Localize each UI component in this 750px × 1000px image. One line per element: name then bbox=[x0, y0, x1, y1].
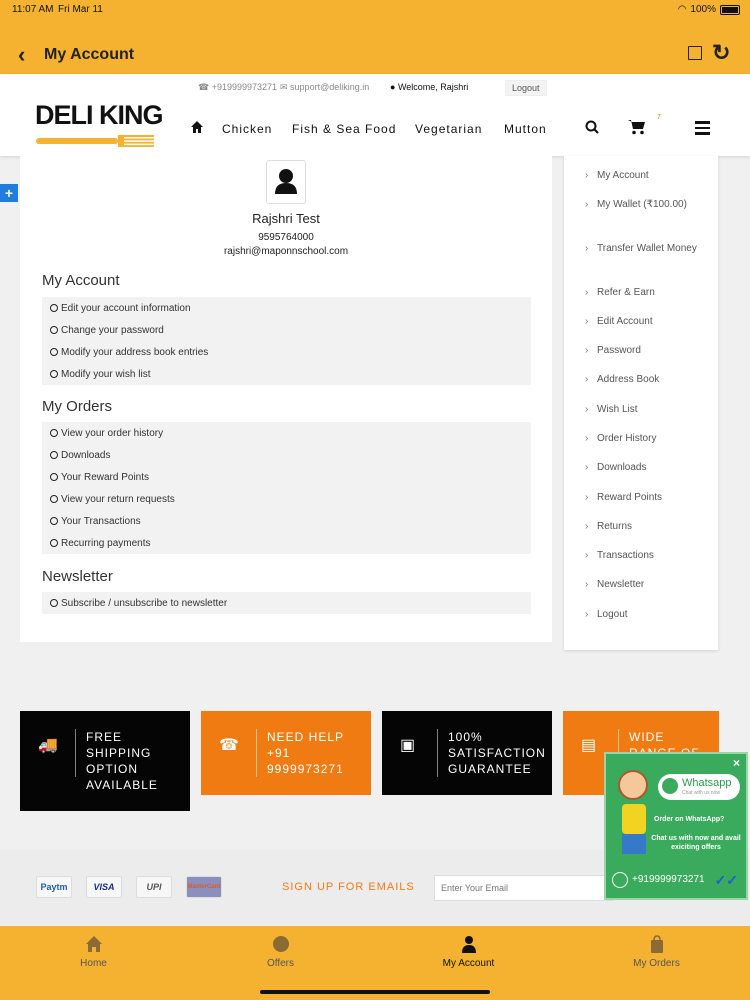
app-bar bbox=[0, 20, 750, 74]
signup-emails-label: SIGN UP FOR EMAILS bbox=[282, 881, 415, 893]
newsletter-links bbox=[42, 592, 531, 614]
profile-email: rajshri@maponnschool.com bbox=[223, 246, 349, 257]
double-check-icon: ✓✓ bbox=[714, 872, 738, 888]
status-bar bbox=[0, 0, 750, 20]
account-sidebar bbox=[564, 156, 718, 650]
whatsapp-offer-text: Chat us with now and avail exiciting offers bbox=[651, 835, 741, 851]
tab-my-account[interactable]: My Account bbox=[375, 926, 562, 986]
visa-logo: VISA bbox=[86, 876, 122, 898]
nav-mutton[interactable]: Mutton bbox=[504, 122, 547, 136]
my-account-links bbox=[42, 297, 531, 385]
app-bar-title: My Account bbox=[44, 46, 135, 63]
feature-free-shipping: 🚚 FREE SHIPPING OPTION AVAILABLE bbox=[20, 711, 190, 811]
header-welcome: ● Welcome, Rajshri bbox=[390, 82, 469, 92]
search-icon[interactable] bbox=[585, 120, 599, 134]
chevron-right-icon: › bbox=[585, 199, 589, 210]
circle-icon bbox=[50, 429, 58, 437]
site-logo[interactable]: DELI KING bbox=[35, 100, 163, 130]
my-orders-links bbox=[42, 422, 531, 554]
sidebar-item-edit-account[interactable]: › Edit Account bbox=[585, 316, 653, 327]
battery-icon bbox=[720, 5, 740, 15]
site-header bbox=[0, 74, 750, 156]
chevron-right-icon: › bbox=[585, 316, 589, 327]
sidebar-item-refer-earn[interactable]: › Refer & Earn bbox=[585, 287, 655, 298]
nav-chicken[interactable]: Chicken bbox=[222, 122, 273, 136]
link-subscribe-newsletter[interactable]: Subscribe / unsubscribe to newsletter bbox=[42, 592, 531, 614]
cart-count-badge: 7 bbox=[657, 114, 661, 121]
chevron-right-icon: › bbox=[585, 374, 589, 385]
link-reward-points[interactable]: Your Reward Points bbox=[42, 466, 531, 488]
account-main-panel bbox=[20, 156, 552, 642]
chevron-right-icon: › bbox=[585, 433, 589, 444]
status-right bbox=[678, 4, 740, 15]
chevron-right-icon: › bbox=[585, 492, 589, 503]
sidebar-item-my-wallet[interactable]: › My Wallet (₹100.00) bbox=[585, 199, 687, 210]
link-return-requests[interactable]: View your return requests bbox=[42, 488, 531, 510]
circle-icon bbox=[50, 599, 58, 607]
user-icon bbox=[267, 161, 305, 203]
cart-icon[interactable] bbox=[628, 119, 646, 135]
tab-home[interactable]: Home bbox=[0, 926, 187, 986]
user-icon bbox=[459, 934, 479, 954]
sidebar-item-transactions[interactable]: › Transactions bbox=[585, 550, 654, 561]
chevron-right-icon: › bbox=[585, 287, 589, 298]
hamburger-menu-icon[interactable] bbox=[695, 121, 710, 138]
link-edit-account-info[interactable]: Edit your account information bbox=[42, 297, 531, 319]
circle-icon bbox=[50, 539, 58, 547]
whatsapp-popup[interactable] bbox=[604, 752, 748, 900]
sidebar-item-newsletter[interactable]: › Newsletter bbox=[585, 579, 645, 590]
section-title-newsletter: Newsletter bbox=[42, 568, 113, 585]
circle-icon bbox=[50, 517, 58, 525]
close-icon[interactable]: × bbox=[732, 756, 740, 770]
feature-need-help: ☎ NEED HELP +91 9999973271 bbox=[201, 711, 371, 795]
chevron-right-icon: › bbox=[585, 521, 589, 532]
sidebar-item-transfer-wallet[interactable]: › Transfer Wallet Money bbox=[585, 243, 697, 254]
sidebar-item-reward-points[interactable]: › Reward Points bbox=[585, 492, 663, 503]
sidebar-item-wish-list[interactable]: › Wish List bbox=[585, 404, 638, 415]
chevron-right-icon: › bbox=[585, 345, 589, 356]
whatsapp-number[interactable]: +919999973271 bbox=[632, 874, 705, 885]
tab-my-orders[interactable]: My Orders bbox=[563, 926, 750, 986]
offer-badge-icon bbox=[271, 934, 291, 954]
chevron-right-icon: › bbox=[585, 462, 589, 473]
sidebar-item-logout[interactable]: › Logout bbox=[585, 609, 628, 620]
sidebar-item-address-book[interactable]: › Address Book bbox=[585, 374, 660, 385]
chevron-right-icon: › bbox=[585, 170, 589, 181]
circle-icon bbox=[50, 451, 58, 459]
chevron-right-icon: › bbox=[585, 579, 589, 590]
expand-plus-button[interactable]: + bbox=[0, 184, 18, 202]
refresh-icon[interactable]: ↻ bbox=[712, 40, 731, 65]
link-change-password[interactable]: Change your password bbox=[42, 319, 531, 341]
nav-vegetarian[interactable]: Vegetarian bbox=[415, 122, 483, 136]
home-icon[interactable] bbox=[190, 120, 204, 134]
sidebar-item-returns[interactable]: › Returns bbox=[585, 521, 633, 532]
chevron-right-icon: › bbox=[585, 550, 589, 561]
whatsapp-order-text: Order on WhatsApp? bbox=[654, 816, 725, 823]
truck-icon: 🚚 bbox=[38, 737, 58, 754]
mastercard-logo: MasterCard bbox=[186, 876, 222, 898]
sidebar-item-password[interactable]: › Password bbox=[585, 345, 641, 356]
upi-logo: UPI bbox=[136, 876, 172, 898]
whatsapp-icon bbox=[662, 778, 678, 794]
sidebar-item-downloads[interactable]: › Downloads bbox=[585, 462, 647, 473]
link-transactions[interactable]: Your Transactions bbox=[42, 510, 531, 532]
circle-icon bbox=[50, 304, 58, 312]
status-time: 11:07 AM bbox=[12, 4, 54, 15]
battery-label: 100% bbox=[690, 4, 716, 15]
home-icon bbox=[84, 934, 104, 954]
email-signup-input[interactable] bbox=[434, 875, 614, 901]
feature-wide-range: ▤ WIDE bbox=[563, 711, 719, 795]
header-phone[interactable]: ☎ +919999973271 bbox=[198, 82, 278, 92]
circle-icon bbox=[50, 370, 58, 378]
nav-fish-sea-food[interactable]: Fish & Sea Food bbox=[292, 122, 397, 136]
circle-icon bbox=[50, 326, 58, 334]
whatsapp-icon bbox=[612, 872, 628, 888]
chevron-right-icon: › bbox=[585, 609, 589, 620]
back-arrow-icon[interactable]: ‹ bbox=[18, 42, 26, 67]
feature-satisfaction: ▣ 100% SATISFACTION GUARANTEE bbox=[382, 711, 552, 795]
link-downloads[interactable]: Downloads bbox=[42, 444, 531, 466]
paytm-logo: Paytm bbox=[36, 876, 72, 898]
circle-icon bbox=[50, 348, 58, 356]
cartoon-boy-illustration bbox=[614, 766, 650, 858]
link-wish-list[interactable]: Modify your wish list bbox=[42, 363, 531, 385]
avatar bbox=[266, 160, 306, 204]
money-icon: ▣ bbox=[400, 737, 416, 754]
wifi-icon: ◠ bbox=[677, 4, 687, 15]
chevron-right-icon: › bbox=[585, 243, 589, 254]
profile-phone: 9595764000 bbox=[258, 232, 314, 243]
section-title-my-account: My Account bbox=[42, 272, 120, 289]
home-indicator bbox=[260, 990, 490, 994]
link-order-history[interactable]: View your order history bbox=[42, 422, 531, 444]
link-address-book[interactable]: Modify your address book entries bbox=[42, 341, 531, 363]
profile-name: Rajshri Test bbox=[252, 211, 320, 226]
status-date: Fri Mar 11 bbox=[58, 4, 103, 15]
chevron-right-icon: › bbox=[585, 404, 589, 415]
link-recurring-payments[interactable]: Recurring payments bbox=[42, 532, 531, 554]
header-logout-button[interactable]: Logout bbox=[505, 80, 547, 96]
section-title-my-orders: My Orders bbox=[42, 398, 113, 415]
briefcase-icon: ▤ bbox=[581, 737, 597, 754]
header-email[interactable]: ✉ support@deliking.in bbox=[280, 82, 370, 92]
tab-offers[interactable]: Offers bbox=[187, 926, 374, 986]
fork-logo-icon bbox=[36, 134, 154, 148]
phone-icon: ☎ bbox=[219, 737, 239, 754]
edit-icon[interactable] bbox=[688, 46, 702, 60]
bottom-tab-bar bbox=[0, 926, 750, 1000]
circle-icon bbox=[50, 495, 58, 503]
sidebar-item-order-history[interactable]: › Order History bbox=[585, 433, 657, 444]
sidebar-item-my-account[interactable]: › My Account bbox=[585, 170, 649, 181]
shopping-bag-icon bbox=[647, 934, 667, 954]
circle-icon bbox=[50, 473, 58, 481]
whatsapp-chat-button[interactable]: Whatsapp Chat with us now bbox=[658, 774, 740, 800]
